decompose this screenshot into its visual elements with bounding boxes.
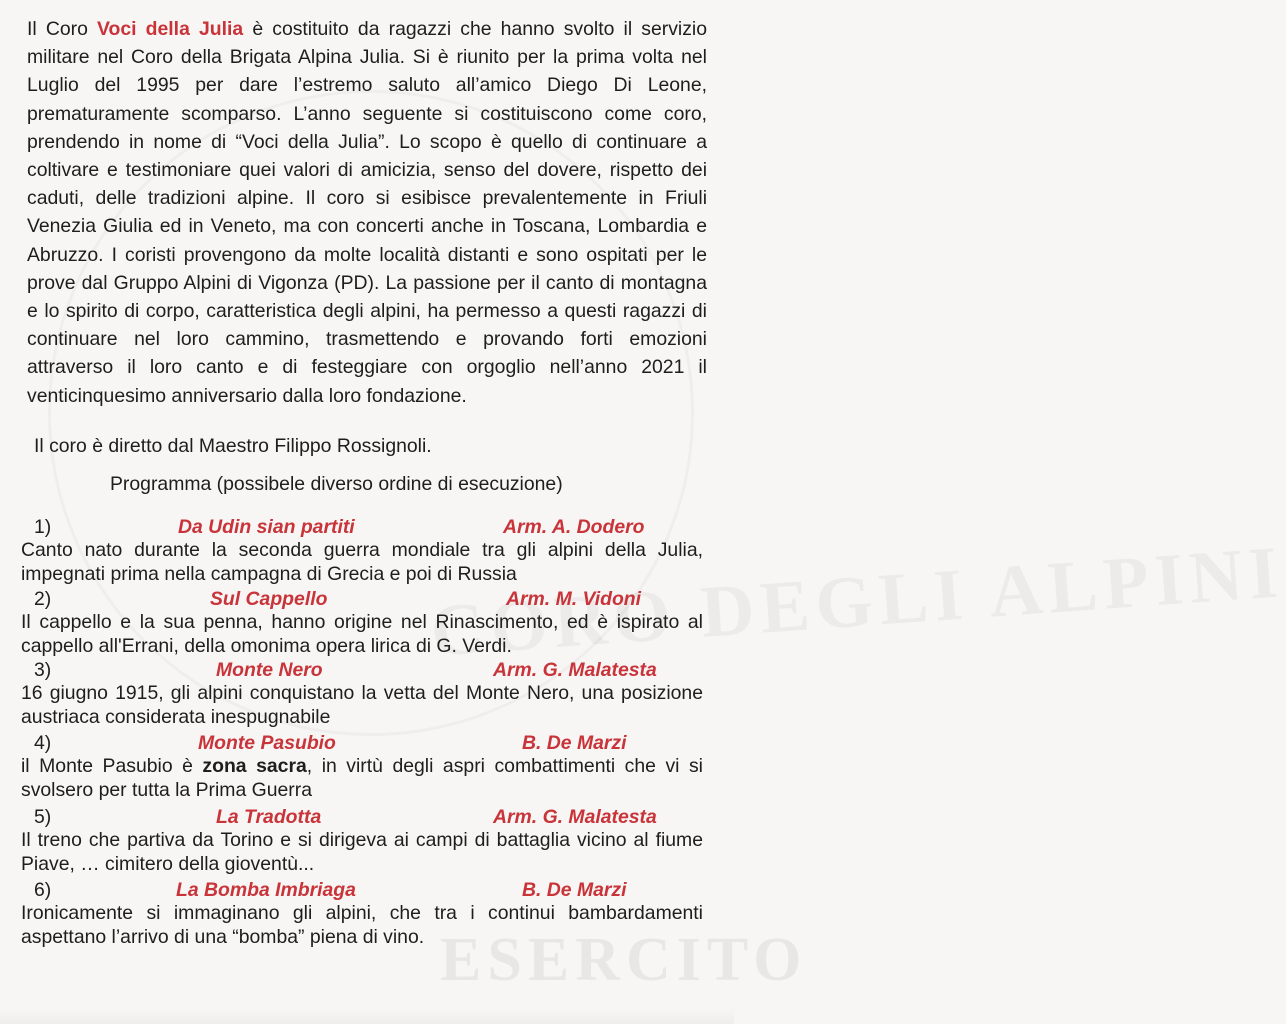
song-arranger: Arm. M. Vidoni [506,588,642,610]
watermark-bottom: ESERCITO [440,926,808,994]
song-title: La Bomba Imbriaga [176,879,356,901]
song-arranger: B. De Marzi [522,732,627,754]
song-description: Il cappello e la sua penna, hanno origine nel Rinascimento, ed è ispirato al cappello all'Errani, della omonima opera lirica di G. Verdi. [21,611,703,657]
item-number: 6) [34,879,52,901]
song-arranger: Arm. G. Malatesta [493,806,657,828]
choir-name: Voci della Julia [97,18,244,40]
song-arranger: B. De Marzi [522,879,627,901]
intro-prefix: Il Coro [27,18,98,40]
item-number: 4) [34,732,52,754]
program-item [0,659,734,728]
song-arranger: Arm. G. Malatesta [493,659,657,681]
song-description-text: il Monte Pasubio è [21,755,203,777]
item-number: 2) [34,588,52,610]
song-title: Sul Cappello [210,588,328,610]
item-number: 5) [34,806,52,828]
item-number: 3) [34,659,52,681]
program-item [0,732,734,801]
intro-paragraph [27,15,707,410]
song-description [21,755,703,802]
program-item [0,806,734,875]
song-title: La Tradotta [216,806,322,828]
song-description: Ironicamente si immaginano gli alpini, che tra i continui bambardamenti aspettano l’arrivo di una “bomba” piena di vino. [21,902,703,948]
song-title: Monte Pasubio [198,732,336,754]
song-description: Il treno che partiva da Torino e si dirigeva ai campi di battaglia vicino al fiume Piave, … cimitero della gioventù... [21,829,703,875]
intro-body: è costituito da ragazzi che hanno svolto il servizio militare nel Coro della Brigata Alpina Julia. Si è riunito per la prima volta nel Luglio del 1995 per dare l’estremo saluto all’amico Diego Di Leone, prematuramente scomparso. L’anno seguente si costituiscono come coro, prendendo in nome di “Voci della Julia”. Lo scopo è quello di continuare a coltivare e testimoniare quei valori di amicizia, senso del dovere, rispetto dei caduti, delle tradizioni alpine. Il coro si esibisce prevalentemente in Friuli Venezia Giulia ed in Veneto, ma con concerti anche in Toscana, Lombardia e Abruzzo. I coristi provengono da molte località distanti e sono ospitati per le prove dal Gruppo Alpini di Vigonza (PD). La passione per il canto di montagna e lo spirito di corpo, caratteristica degli alpini, ha permesso a questi ragazzi di continuare nel loro cammino, trasmettendo e provando forti emozioni attraverso il loro canto e di festeggiare con orgoglio nell’anno 2021 il venticinquesimo anniversario dalla loro fondazione. [27,18,707,407]
song-title: Da Udin sian partiti [178,516,355,538]
program-item [0,879,734,948]
item-number: 1) [34,516,52,538]
song-description-emphasis: zona sacra [202,755,307,777]
song-description: Canto nato durante la seconda guerra mondiale tra gli alpini della Julia, impegnati prima nella campagna di Grecia e poi di Russia [21,539,703,585]
program-item [0,588,734,657]
song-description-text: , in virtù degli aspri combattimenti che vi si svolsero per tutta la Prima Guerra [21,755,703,801]
program-heading: Programma (possibele diverso ordine di esecuzione) [110,473,563,495]
song-arranger: Arm. A. Dodero [503,516,645,538]
song-description: 16 giugno 1915, gli alpini conquistano la vetta del Monte Nero, una posizione austriaca considerata inespugnabile [21,682,703,728]
song-title: Monte Nero [216,659,323,681]
page-bottom-edge [0,1008,734,1024]
director-line: Il coro è diretto dal Maestro Filippo Rossignoli. [34,435,432,457]
program-item [0,516,734,585]
